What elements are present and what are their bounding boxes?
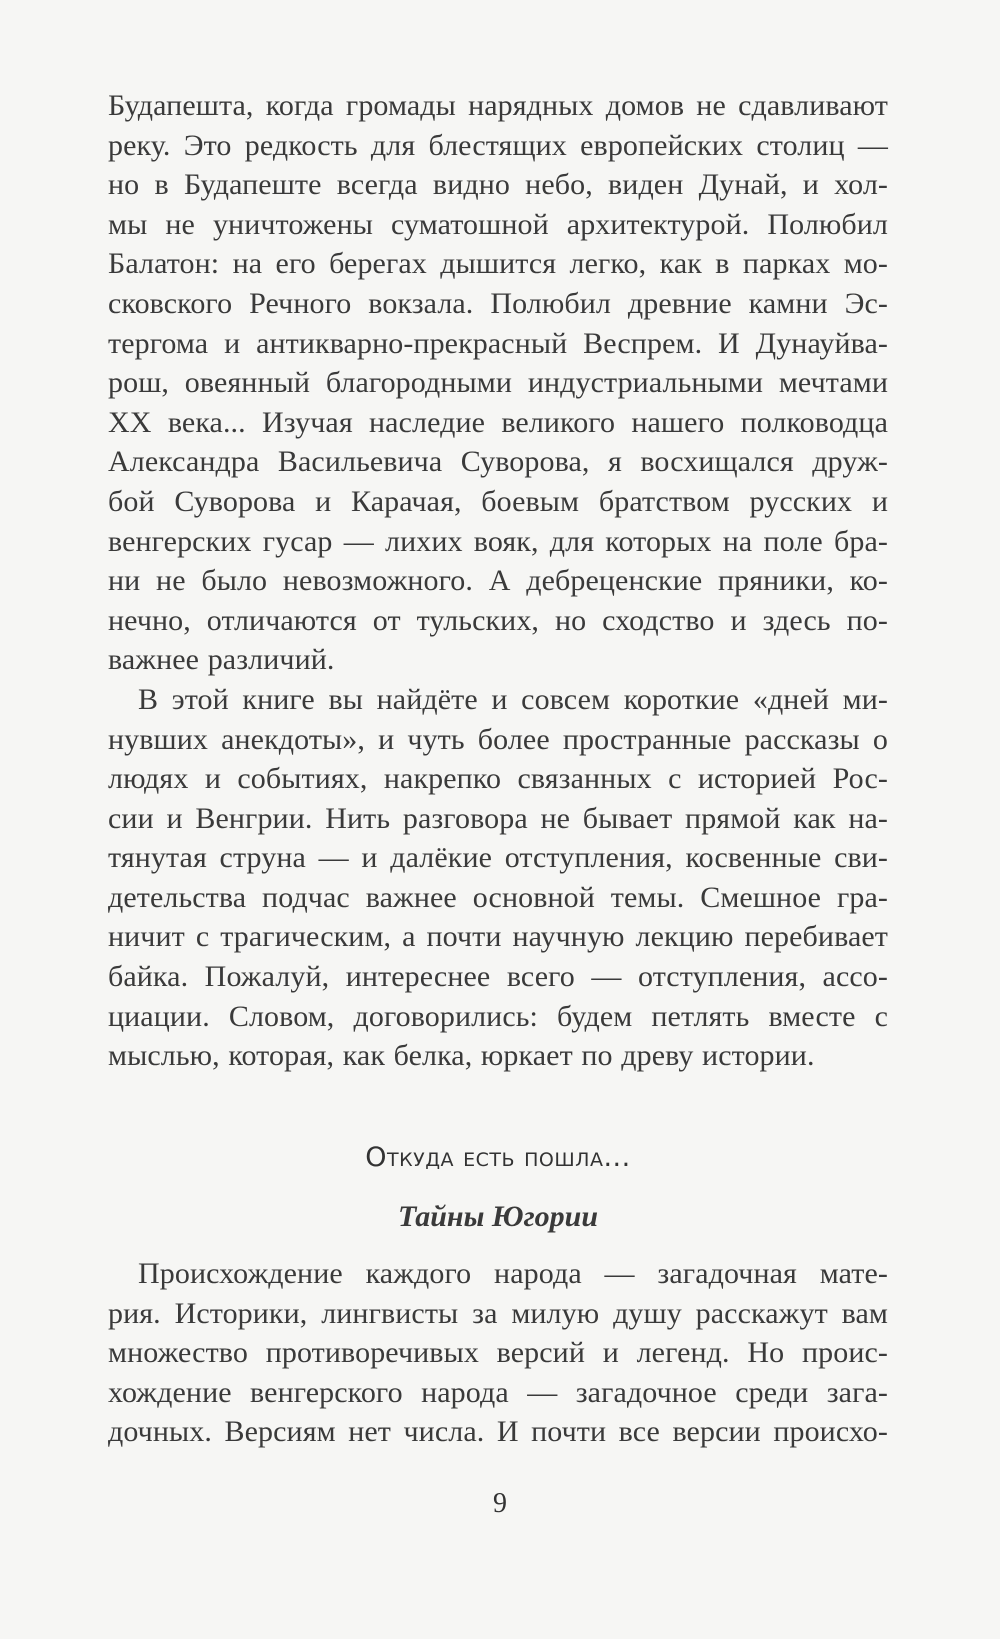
text-line: важнее различий. xyxy=(108,643,335,677)
text-line: Балатон: на его берегах дышится легко, как в парках мо- xyxy=(108,247,888,281)
text-line: дочных. Версиям нет числа. И почти все версии происхо- xyxy=(108,1415,888,1449)
text-line: байка. Пожалуй, интереснее всего — отступления, ассо- xyxy=(108,960,888,994)
section-subheading: Тайны Югории xyxy=(397,1200,599,1233)
text-line: Александра Васильевича Суворова, я восхищался друж- xyxy=(108,445,888,479)
text-line: реку. Это редкость для блестящих европейских столиц — xyxy=(108,128,888,162)
text-line: детельства подчас важнее основной темы. Смешное гра- xyxy=(108,880,888,914)
text-line: циации. Словом, договорились: будем петлять вместе с xyxy=(108,999,888,1033)
text-line: тергома и антикварно-прекрасный Веспрем. И Дунауйва- xyxy=(108,326,888,360)
text-line: но в Будапеште всегда видно небо, виден Дунай, и хол- xyxy=(108,168,888,202)
text-line: ничит с трагическим, а почти научную лекцию перебивает xyxy=(108,920,888,954)
text-line: тянутая струна — и далёкие отступления, косвенные сви- xyxy=(108,841,888,875)
text-line: Будапешта, когда громады нарядных домов не сдавливают xyxy=(108,89,888,122)
text-line: мыслью, которая, как белка, юркает по древу истории. xyxy=(108,1039,815,1073)
text-line: В этой книге вы найдёте и совсем короткие «дней ми- xyxy=(138,682,888,716)
text-line: людях и событиях, накрепко связанных с историей Рос- xyxy=(108,762,888,796)
text-line: нувших анекдоты», и чуть более пространные рассказы о xyxy=(108,722,888,756)
text-line: бой Суворова и Карачая, боевым братством русских и xyxy=(108,484,888,518)
section-heading: Откуда есть пошла... xyxy=(365,1142,631,1173)
paragraph-2 xyxy=(108,680,888,1076)
text-line: сии и Венгрии. Нить разговора не бывает прямой как на- xyxy=(108,801,888,835)
main-text-top xyxy=(108,86,888,1076)
main-text-bottom xyxy=(108,1254,888,1452)
text-line: мы не уничтожены суматошной архитектурой. Полюбил xyxy=(108,207,888,241)
text-line: венгерских гусар — лихих вояк, для которых на поле бра- xyxy=(108,524,888,558)
text-line: XX века... Изучая наследие великого нашего полководца xyxy=(108,405,888,439)
text-line: нечно, отличаются от тульских, но сходство и здесь по- xyxy=(108,603,888,637)
paragraph-1 xyxy=(108,86,888,680)
text-line: сковского Речного вокзала. Полюбил древние камни Эс- xyxy=(108,286,888,320)
text-line: рия. Историки, лингвисты за милую душу расскажут вам xyxy=(108,1296,888,1330)
paragraph-3 xyxy=(108,1254,888,1452)
text-line: Происхождение каждого народа — загадочная мате- xyxy=(138,1257,888,1290)
page-number: 9 xyxy=(493,1488,507,1519)
text-line: хождение венгерского народа — загадочное среди зага- xyxy=(108,1375,888,1409)
text-line: ни не было невозможного. А дебреценские пряники, ко- xyxy=(108,564,888,598)
text-line: рош, овеянный благородными индустриальными мечтами xyxy=(108,366,888,400)
text-line: множество противоречивых версий и легенд. Но проис- xyxy=(108,1336,888,1370)
